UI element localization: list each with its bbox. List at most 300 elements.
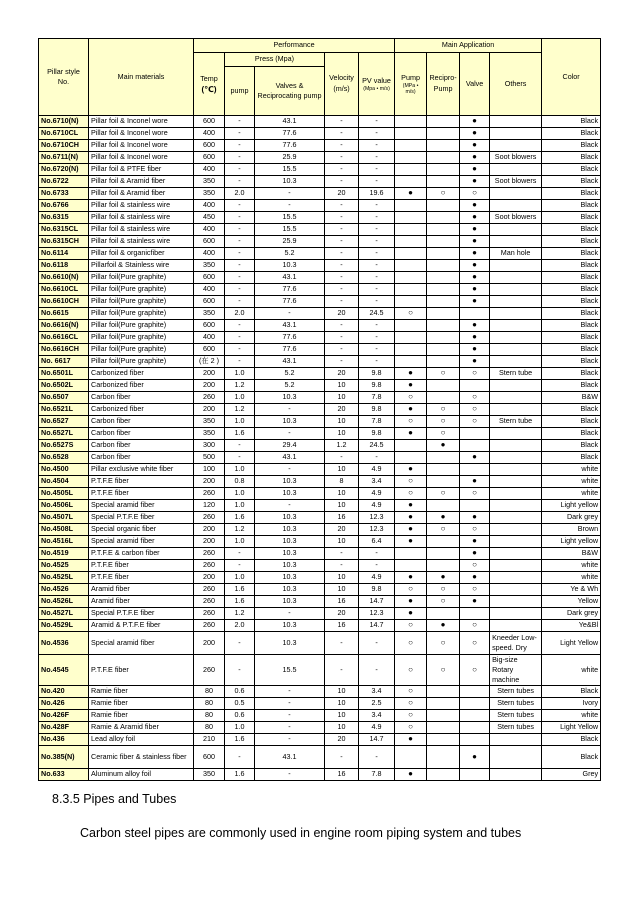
- cell-app-pump: ○: [395, 710, 427, 722]
- cell-pv-value: 2.5: [359, 698, 395, 710]
- cell-velocity: -: [325, 140, 359, 152]
- cell-app-valve: ●: [460, 284, 490, 296]
- cell-velocity: 10: [325, 686, 359, 698]
- section-text: Carbon steel pipes are commonly used in engine room piping system and tubes: [80, 826, 522, 840]
- cell-app-pump: [395, 560, 427, 572]
- cell-app-pump: ●: [395, 769, 427, 781]
- cell-press-pump: 1.0: [225, 416, 255, 428]
- cell-app-others: Stern tube: [490, 416, 542, 428]
- cell-pillar-no: No.4529L: [39, 620, 89, 632]
- cell-pv-value: 3.4: [359, 476, 395, 488]
- cell-velocity: -: [325, 332, 359, 344]
- cell-pv-value: -: [359, 236, 395, 248]
- cell-material: Pillar foil(Pure graphite): [89, 272, 194, 284]
- cell-app-others: [490, 404, 542, 416]
- cell-velocity: 10: [325, 710, 359, 722]
- cell-velocity: 20: [325, 734, 359, 746]
- cell-app-others: [490, 440, 542, 452]
- cell-temp: 400: [194, 284, 225, 296]
- cell-app-pump: [395, 152, 427, 164]
- cell-material: Pillar foil(Pure graphite): [89, 320, 194, 332]
- cell-velocity: -: [325, 164, 359, 176]
- cell-app-valve: ●: [460, 344, 490, 356]
- cell-app-valve: ○: [460, 188, 490, 200]
- header-recipro: Recipro-Pump: [427, 53, 460, 116]
- cell-press-valves: -: [255, 188, 325, 200]
- cell-color: Black: [542, 236, 601, 248]
- cell-temp: 80: [194, 698, 225, 710]
- cell-temp: 400: [194, 200, 225, 212]
- cell-temp: 200: [194, 536, 225, 548]
- cell-app-others: Stern tube: [490, 368, 542, 380]
- cell-press-valves: 10.3: [255, 596, 325, 608]
- table-row: [39, 368, 601, 380]
- cell-press-pump: -: [225, 272, 255, 284]
- table-row: [39, 500, 601, 512]
- cell-velocity: 16: [325, 620, 359, 632]
- cell-velocity: -: [325, 344, 359, 356]
- table-row: [39, 272, 601, 284]
- cell-app-recipro: ○: [427, 632, 460, 655]
- section-heading: 8.3.5 Pipes and Tubes: [52, 792, 177, 806]
- cell-press-valves: 29.4: [255, 440, 325, 452]
- cell-press-valves: 10.3: [255, 488, 325, 500]
- cell-press-pump: -: [225, 200, 255, 212]
- cell-app-recipro: ○: [427, 488, 460, 500]
- cell-press-pump: 0.6: [225, 686, 255, 698]
- cell-temp: 400: [194, 164, 225, 176]
- cell-pillar-no: No.6527S: [39, 440, 89, 452]
- cell-color: Black: [542, 356, 601, 368]
- cell-velocity: -: [325, 452, 359, 464]
- table-row: [39, 248, 601, 260]
- cell-pillar-no: No.6710(N): [39, 116, 89, 128]
- cell-color: Black: [542, 296, 601, 308]
- cell-press-pump: 2.0: [225, 308, 255, 320]
- table-row: [39, 452, 601, 464]
- cell-app-pump: ●: [395, 608, 427, 620]
- cell-velocity: 10: [325, 464, 359, 476]
- cell-press-pump: -: [225, 164, 255, 176]
- cell-app-others: Soot blowers: [490, 212, 542, 224]
- cell-pillar-no: No.4519: [39, 548, 89, 560]
- table-row: [39, 284, 601, 296]
- cell-press-valves: -: [255, 608, 325, 620]
- cell-press-pump: 1.0: [225, 572, 255, 584]
- cell-app-pump: [395, 284, 427, 296]
- table-row: [39, 128, 601, 140]
- table-row: [39, 440, 601, 452]
- cell-velocity: -: [325, 128, 359, 140]
- cell-pv-value: -: [359, 560, 395, 572]
- cell-velocity: -: [325, 320, 359, 332]
- cell-pillar-no: No.6766: [39, 200, 89, 212]
- cell-press-valves: 77.6: [255, 332, 325, 344]
- cell-app-others: [490, 224, 542, 236]
- header-app-pump-unit: (MPa • m/s): [402, 83, 419, 95]
- cell-app-pump: [395, 344, 427, 356]
- cell-app-valve: ●: [460, 164, 490, 176]
- cell-pillar-no: No.4527L: [39, 608, 89, 620]
- table-row: [39, 260, 601, 272]
- cell-app-others: [490, 116, 542, 128]
- cell-app-valve: ○: [460, 620, 490, 632]
- cell-app-valve: [460, 734, 490, 746]
- cell-press-pump: -: [225, 152, 255, 164]
- cell-color: Grey: [542, 769, 601, 781]
- cell-color: Black: [542, 128, 601, 140]
- cell-pv-value: -: [359, 212, 395, 224]
- cell-app-others: [490, 296, 542, 308]
- cell-material: Pillar foil(Pure graphite): [89, 332, 194, 344]
- cell-temp: 350: [194, 416, 225, 428]
- cell-pv-value: -: [359, 632, 395, 655]
- cell-app-others: [490, 320, 542, 332]
- cell-app-others: [490, 608, 542, 620]
- cell-app-pump: ○: [395, 308, 427, 320]
- cell-color: Black: [542, 452, 601, 464]
- cell-color: Black: [542, 116, 601, 128]
- cell-material: Pillar foil & organicfiber: [89, 248, 194, 260]
- cell-pillar-no: No.4506L: [39, 500, 89, 512]
- cell-pv-value: 4.9: [359, 500, 395, 512]
- cell-color: white: [542, 655, 601, 686]
- cell-color: Dark grey: [542, 608, 601, 620]
- cell-app-others: [490, 188, 542, 200]
- cell-app-pump: [395, 440, 427, 452]
- cell-app-pump: [395, 140, 427, 152]
- cell-pv-value: 24.5: [359, 440, 395, 452]
- cell-app-others: [490, 512, 542, 524]
- cell-app-valve: ○: [460, 404, 490, 416]
- table-row: [39, 176, 601, 188]
- cell-app-others: [490, 560, 542, 572]
- cell-app-recipro: [427, 140, 460, 152]
- cell-material: Pillar foil & Inconel wore: [89, 116, 194, 128]
- cell-app-pump: ●: [395, 572, 427, 584]
- cell-material: Aluminum alloy foil: [89, 769, 194, 781]
- cell-pillar-no: No. 6617: [39, 356, 89, 368]
- cell-app-others: [490, 200, 542, 212]
- cell-press-valves: 43.1: [255, 452, 325, 464]
- cell-velocity: -: [325, 176, 359, 188]
- cell-app-recipro: [427, 722, 460, 734]
- cell-app-recipro: [427, 464, 460, 476]
- cell-app-pump: [395, 320, 427, 332]
- cell-temp: 200: [194, 404, 225, 416]
- cell-pillar-no: No.6507: [39, 392, 89, 404]
- cell-app-valve: ○: [460, 488, 490, 500]
- cell-app-pump: [395, 272, 427, 284]
- cell-app-valve: [460, 722, 490, 734]
- cell-color: Black: [542, 284, 601, 296]
- cell-press-pump: -: [225, 212, 255, 224]
- cell-app-pump: ○: [395, 488, 427, 500]
- cell-pv-value: -: [359, 356, 395, 368]
- cell-press-valves: 10.3: [255, 476, 325, 488]
- cell-press-valves: 25.9: [255, 236, 325, 248]
- cell-press-pump: 2.0: [225, 188, 255, 200]
- cell-app-others: [490, 380, 542, 392]
- cell-velocity: 10: [325, 500, 359, 512]
- cell-app-others: [490, 272, 542, 284]
- cell-app-valve: ●: [460, 272, 490, 284]
- cell-color: Dark grey: [542, 512, 601, 524]
- cell-press-valves: -: [255, 734, 325, 746]
- cell-pv-value: 12.3: [359, 512, 395, 524]
- cell-press-valves: 10.3: [255, 572, 325, 584]
- header-color: Color: [542, 39, 601, 116]
- cell-app-others: [490, 128, 542, 140]
- cell-app-others: [490, 140, 542, 152]
- table-row: [39, 488, 601, 500]
- cell-app-valve: ●: [460, 140, 490, 152]
- cell-color: Black: [542, 176, 601, 188]
- cell-press-pump: -: [225, 128, 255, 140]
- table-row: [39, 524, 601, 536]
- cell-color: white: [542, 488, 601, 500]
- cell-app-recipro: ○: [427, 188, 460, 200]
- cell-temp: 500: [194, 452, 225, 464]
- cell-app-valve: ●: [460, 596, 490, 608]
- cell-press-pump: -: [225, 746, 255, 769]
- cell-color: Light yellow: [542, 536, 601, 548]
- cell-material: Ramie fiber: [89, 686, 194, 698]
- cell-pillar-no: No.426: [39, 698, 89, 710]
- cell-material: Carbon fiber: [89, 428, 194, 440]
- cell-app-valve: ●: [460, 260, 490, 272]
- table-header: [39, 39, 601, 116]
- cell-pv-value: -: [359, 548, 395, 560]
- cell-pillar-no: No.436: [39, 734, 89, 746]
- cell-pillar-no: No.6502L: [39, 380, 89, 392]
- cell-press-pump: -: [225, 236, 255, 248]
- cell-pillar-no: No.4536: [39, 632, 89, 655]
- cell-velocity: 10: [325, 584, 359, 596]
- cell-pv-value: -: [359, 224, 395, 236]
- cell-press-pump: 1.2: [225, 524, 255, 536]
- cell-temp: 260: [194, 488, 225, 500]
- cell-app-valve: [460, 686, 490, 698]
- cell-pv-value: -: [359, 248, 395, 260]
- cell-pv-value: 14.7: [359, 620, 395, 632]
- cell-velocity: 8: [325, 476, 359, 488]
- cell-material: Ramie fiber: [89, 710, 194, 722]
- cell-pv-value: 9.8: [359, 368, 395, 380]
- table-row: [39, 140, 601, 152]
- cell-pv-value: -: [359, 116, 395, 128]
- cell-press-valves: -: [255, 464, 325, 476]
- cell-app-pump: ●: [395, 188, 427, 200]
- cell-temp: 600: [194, 140, 225, 152]
- header-main-application: Main Application: [395, 39, 542, 53]
- cell-app-pump: ●: [395, 464, 427, 476]
- cell-app-others: [490, 476, 542, 488]
- cell-pillar-no: No.4504: [39, 476, 89, 488]
- cell-press-valves: 5.2: [255, 380, 325, 392]
- cell-temp: 200: [194, 368, 225, 380]
- cell-app-recipro: [427, 380, 460, 392]
- cell-app-pump: ●: [395, 734, 427, 746]
- cell-app-valve: [460, 608, 490, 620]
- cell-press-pump: 1.6: [225, 734, 255, 746]
- cell-press-valves: 10.3: [255, 548, 325, 560]
- cell-press-pump: -: [225, 632, 255, 655]
- header-temp: [194, 53, 225, 116]
- cell-pv-value: -: [359, 164, 395, 176]
- cell-material: Special aramid fiber: [89, 536, 194, 548]
- cell-app-valve: [460, 710, 490, 722]
- cell-temp: 600: [194, 746, 225, 769]
- table-row: [39, 212, 601, 224]
- cell-app-valve: ○: [460, 392, 490, 404]
- cell-velocity: -: [325, 224, 359, 236]
- cell-app-recipro: [427, 116, 460, 128]
- cell-app-pump: ●: [395, 428, 427, 440]
- cell-pillar-no: No.385(N): [39, 746, 89, 769]
- cell-temp: 200: [194, 524, 225, 536]
- cell-material: Lead alloy foil: [89, 734, 194, 746]
- cell-app-valve: [460, 308, 490, 320]
- cell-press-pump: -: [225, 248, 255, 260]
- cell-press-pump: 1.6: [225, 596, 255, 608]
- cell-pv-value: -: [359, 452, 395, 464]
- cell-press-pump: -: [225, 296, 255, 308]
- cell-velocity: -: [325, 212, 359, 224]
- cell-app-recipro: [427, 164, 460, 176]
- cell-color: Ye&Bl: [542, 620, 601, 632]
- cell-app-others: Man hole: [490, 248, 542, 260]
- cell-pillar-no: No.426F: [39, 710, 89, 722]
- cell-temp: (在 2 ): [194, 356, 225, 368]
- cell-press-valves: 77.6: [255, 140, 325, 152]
- cell-color: Black: [542, 686, 601, 698]
- cell-app-valve: ○: [460, 524, 490, 536]
- cell-app-pump: [395, 296, 427, 308]
- cell-temp: 600: [194, 152, 225, 164]
- cell-pv-value: 7.8: [359, 416, 395, 428]
- cell-pv-value: -: [359, 128, 395, 140]
- cell-app-valve: ○: [460, 416, 490, 428]
- cell-pv-value: 9.8: [359, 380, 395, 392]
- cell-color: Ye & Wh: [542, 584, 601, 596]
- table-row: [39, 512, 601, 524]
- cell-press-pump: 1.0: [225, 488, 255, 500]
- cell-pillar-no: No.6720(N): [39, 164, 89, 176]
- cell-app-recipro: ○: [427, 368, 460, 380]
- cell-pillar-no: No.6722: [39, 176, 89, 188]
- cell-app-pump: [395, 452, 427, 464]
- table-row: [39, 536, 601, 548]
- cell-velocity: 16: [325, 769, 359, 781]
- cell-material: Pillarfoil & Stainless wire: [89, 260, 194, 272]
- cell-app-recipro: [427, 698, 460, 710]
- cell-app-others: Stern tubes: [490, 686, 542, 698]
- cell-pillar-no: No.6527L: [39, 428, 89, 440]
- cell-material: P.T.F.E fiber: [89, 572, 194, 584]
- cell-material: Pillar foil(Pure graphite): [89, 296, 194, 308]
- cell-app-pump: [395, 248, 427, 260]
- cell-pillar-no: No.4500: [39, 464, 89, 476]
- cell-color: Black: [542, 746, 601, 769]
- cell-material: Carbon fiber: [89, 416, 194, 428]
- cell-material: Ceramic fiber & stainless fiber: [89, 746, 194, 769]
- cell-press-valves: -: [255, 722, 325, 734]
- cell-pv-value: -: [359, 296, 395, 308]
- cell-app-others: [490, 536, 542, 548]
- cell-press-pump: -: [225, 452, 255, 464]
- cell-pillar-no: No.6610(N): [39, 272, 89, 284]
- cell-temp: 200: [194, 632, 225, 655]
- cell-pillar-no: No.4516L: [39, 536, 89, 548]
- cell-app-others: [490, 344, 542, 356]
- cell-color: Black: [542, 380, 601, 392]
- table-row: [39, 164, 601, 176]
- table-row: [39, 686, 601, 698]
- cell-app-pump: [395, 236, 427, 248]
- cell-press-valves: -: [255, 500, 325, 512]
- cell-app-pump: ○: [395, 416, 427, 428]
- cell-app-pump: [395, 746, 427, 769]
- cell-press-valves: -: [255, 686, 325, 698]
- cell-color: Light Yellow: [542, 632, 601, 655]
- cell-app-recipro: [427, 710, 460, 722]
- cell-velocity: 20: [325, 368, 359, 380]
- header-main-materials: Main materials: [89, 39, 194, 116]
- cell-material: Pillar foil(Pure graphite): [89, 308, 194, 320]
- cell-pv-value: 7.8: [359, 769, 395, 781]
- cell-velocity: -: [325, 548, 359, 560]
- cell-app-others: Stern tubes: [490, 698, 542, 710]
- cell-app-recipro: [427, 272, 460, 284]
- cell-velocity: -: [325, 296, 359, 308]
- cell-press-valves: 10.3: [255, 620, 325, 632]
- cell-temp: 100: [194, 464, 225, 476]
- cell-press-valves: -: [255, 769, 325, 781]
- cell-velocity: -: [325, 236, 359, 248]
- cell-velocity: 20: [325, 404, 359, 416]
- cell-velocity: 16: [325, 512, 359, 524]
- cell-app-recipro: ○: [427, 584, 460, 596]
- cell-app-valve: ●: [460, 128, 490, 140]
- cell-color: Black: [542, 428, 601, 440]
- cell-velocity: -: [325, 116, 359, 128]
- cell-pv-value: 9.8: [359, 428, 395, 440]
- cell-app-others: [490, 452, 542, 464]
- cell-app-others: Stern tubes: [490, 710, 542, 722]
- cell-app-recipro: [427, 128, 460, 140]
- cell-app-valve: [460, 500, 490, 512]
- cell-pillar-no: No.420: [39, 686, 89, 698]
- cell-pillar-no: No.6616(N): [39, 320, 89, 332]
- cell-app-recipro: [427, 176, 460, 188]
- cell-press-valves: 10.3: [255, 560, 325, 572]
- cell-temp: 400: [194, 128, 225, 140]
- cell-press-valves: -: [255, 428, 325, 440]
- cell-material: Ramie & Aramid fiber: [89, 722, 194, 734]
- cell-velocity: 1.2: [325, 440, 359, 452]
- cell-pillar-no: No.6315CL: [39, 224, 89, 236]
- cell-pillar-no: No.6315CH: [39, 236, 89, 248]
- cell-app-pump: [395, 260, 427, 272]
- header-temp-label: Temp: [200, 74, 218, 83]
- cell-press-valves: -: [255, 698, 325, 710]
- cell-press-valves: 43.1: [255, 320, 325, 332]
- table-row: [39, 428, 601, 440]
- cell-pillar-no: No.6527: [39, 416, 89, 428]
- cell-app-recipro: [427, 284, 460, 296]
- cell-material: Carbon fiber: [89, 440, 194, 452]
